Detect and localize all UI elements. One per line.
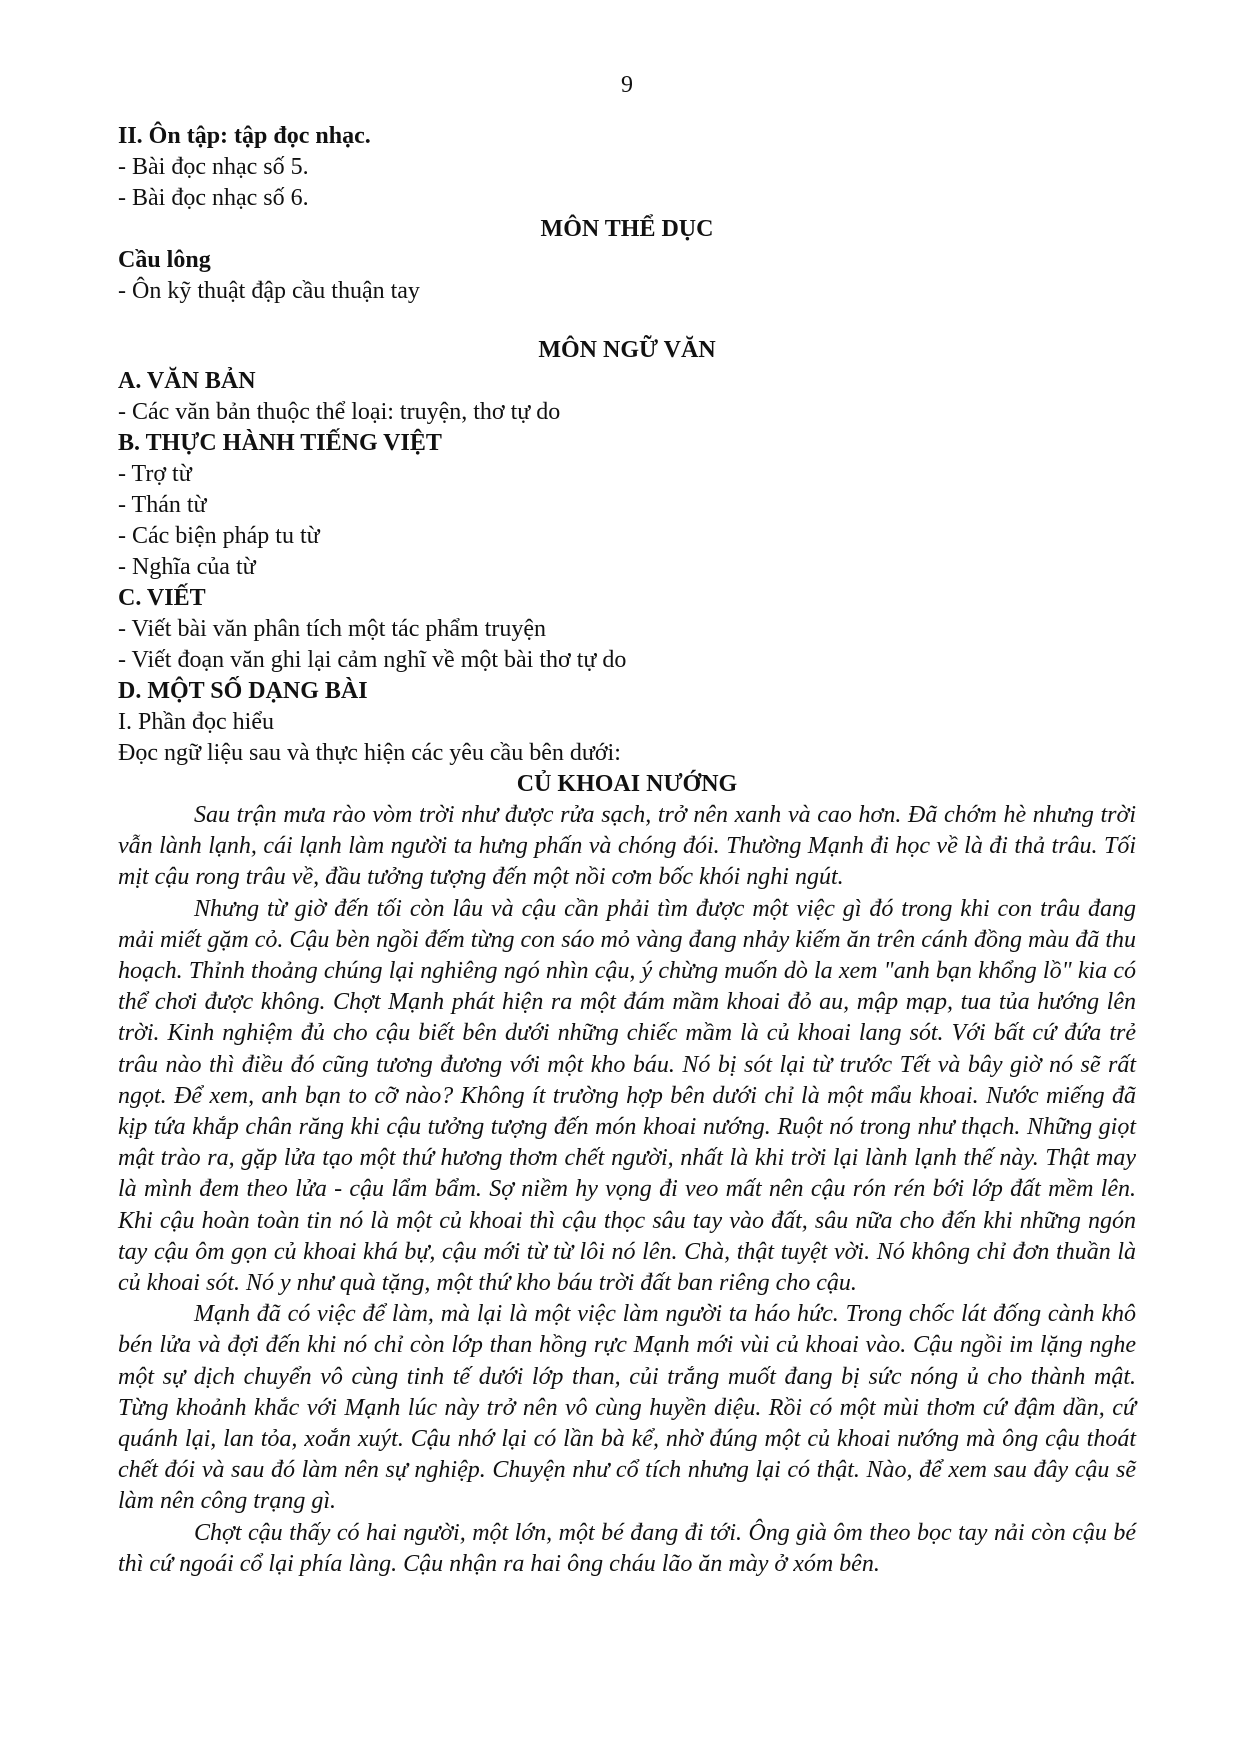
pe-subheading: Cầu lông (118, 247, 211, 273)
document-page (118, 70, 1136, 1580)
list-item: - Nghĩa của từ (118, 554, 256, 580)
list-item: - Trợ từ (118, 461, 192, 487)
story-paragraph: Nhưng từ giờ đến tối còn lâu và cậu cần phải tìm được một việc gì đó trong khi con trâu đang mải miết gặm cỏ. Cậu bèn ngồi đếm từng con sáo mỏ vàng đang nhảy kiếm ăn trên cánh đồng màu đã thu hoạch. Thỉnh thoảng chúng lại nghiêng ngó nhìn cậu, ý chừng muốn dò la xem "anh bạn khổng lồ" kia có thể chơi được không. Chợt Mạnh phát hiện ra một đám mầm khoai đỏ au, mập mạp, tua tủa hướng lên trời. Kinh nghiệm đủ cho cậu biết bên dưới những chiếc mầm là củ khoai lang sót. Với bất cứ đứa trẻ trâu nào thì điều đó cũng tương đương với một kho báu. Nó bị sót lại từ trước Tết và bây giờ nó sẽ rất ngọt. Để xem, anh bạn to cỡ nào? Không ít trường hợp bên dưới chỉ là một mẩu khoai. Nước miếng đã kịp tứa khắp chân răng khi cậu tưởng tượng đến món khoai nướng. Ruột nó trong như thạch. Những giọt mật trào ra, gặp lửa tạo một thứ hương thơm chết người, nhất là khi trời lại lành lạnh thế này. Thật may là mình đem theo lửa - cậu lẩm bẩm. Sợ niềm hy vọng đi veo mất nên cậu rón rén bới lớp đất mềm lên. Khi cậu hoàn toàn tin nó là một củ khoai thì cậu thọc sâu tay vào đất, sâu nữa cho đến khi những ngón tay cậu ôm gọn củ khoai khá bự, cậu mới từ từ lôi nó lên. Chà, thật tuyệt vời. Nó không chỉ đơn thuần là củ khoai sót. Nó y như quà tặng, một thứ kho báu trời đất ban riêng cho cậu. (118, 895, 1136, 1297)
list-item: - Các văn bản thuộc thể loại: truyện, thơ tự do (118, 399, 561, 425)
section-b-heading: B. THỰC HÀNH TIẾNG VIỆT (118, 430, 442, 456)
story-paragraph: Chợt cậu thấy có hai người, một lớn, một bé đang đi tới. Ông già ôm theo bọc tay nải còn cậu bé thì cứ ngoái cổ lại phía làng. Cậu nhận ra hai ông cháu lão ăn mày ở xóm bên. (118, 1519, 1136, 1577)
pe-title: MÔN THỂ DỤC (540, 216, 714, 242)
story-paragraph: Mạnh đã có việc để làm, mà lại là một việc làm người ta háo hức. Trong chốc lát đống cành khô bén lửa và đợi đến khi nó chỉ còn lớp than hồng rực Mạnh mới vùi củ khoai vào. Cậu ngồi im lặng nghe một sự dịch chuyển vô cùng tinh tế dưới lớp than, củi trắng muốt đang bị sức nóng ủ cho thành mật. Từng khoảnh khắc với Mạnh lúc này trở nên vô cùng huyền diệu. Rồi có một mùi thơm cứ đậm dần, cứ quánh lại, lan tỏa, xoắn xuýt. Cậu nhớ lại có lần bà kể, nhờ đúng một củ khoai nướng mà ông cậu thoát chết đói và sau đó làm nên sự nghiệp. Chuyện như cổ tích nhưng lại có thật. Nào, để xem sau đây cậu sẽ làm nên công trạng gì. (118, 1301, 1136, 1515)
section-d-heading: D. MỘT SỐ DẠNG BÀI (118, 678, 368, 704)
section-a-heading: A. VĂN BẢN (118, 368, 256, 394)
section-c-heading: C. VIẾT (118, 585, 206, 611)
list-item: - Bài đọc nhạc số 5. (118, 154, 309, 180)
list-item: - Các biện pháp tu từ (118, 523, 320, 549)
list-item: - Viết bài văn phân tích một tác phẩm truyện (118, 616, 546, 642)
music-heading: II. Ôn tập: tập đọc nhạc. (118, 123, 371, 149)
list-item: - Ôn kỹ thuật đập cầu thuận tay (118, 278, 420, 304)
section-d-sub: I. Phần đọc hiểu (118, 709, 274, 735)
story-body (118, 800, 1136, 1580)
literature-title: MÔN NGỮ VĂN (538, 337, 716, 363)
reading-instruction: Đọc ngữ liệu sau và thực hiện các yêu cầu bên dưới: (118, 740, 621, 766)
story-paragraph: Sau trận mưa rào vòm trời như được rửa sạch, trở nên xanh và cao hơn. Đã chớm hè nhưng trời vẫn lành lạnh, cái lạnh làm người ta hưng phấn và chóng đói. Thường Mạnh đi học về là đi thả trâu. Tối mịt cậu rong trâu về, đầu tưởng tượng đến một nồi cơm bốc khói nghi ngút. (118, 802, 1136, 891)
page-number: 9 (621, 72, 633, 98)
list-item: - Bài đọc nhạc số 6. (118, 185, 309, 211)
story-title: CỦ KHOAI NƯỚNG (516, 771, 738, 797)
list-item: - Thán từ (118, 492, 207, 518)
list-item: - Viết đoạn văn ghi lại cảm nghĩ về một bài thơ tự do (118, 647, 627, 673)
